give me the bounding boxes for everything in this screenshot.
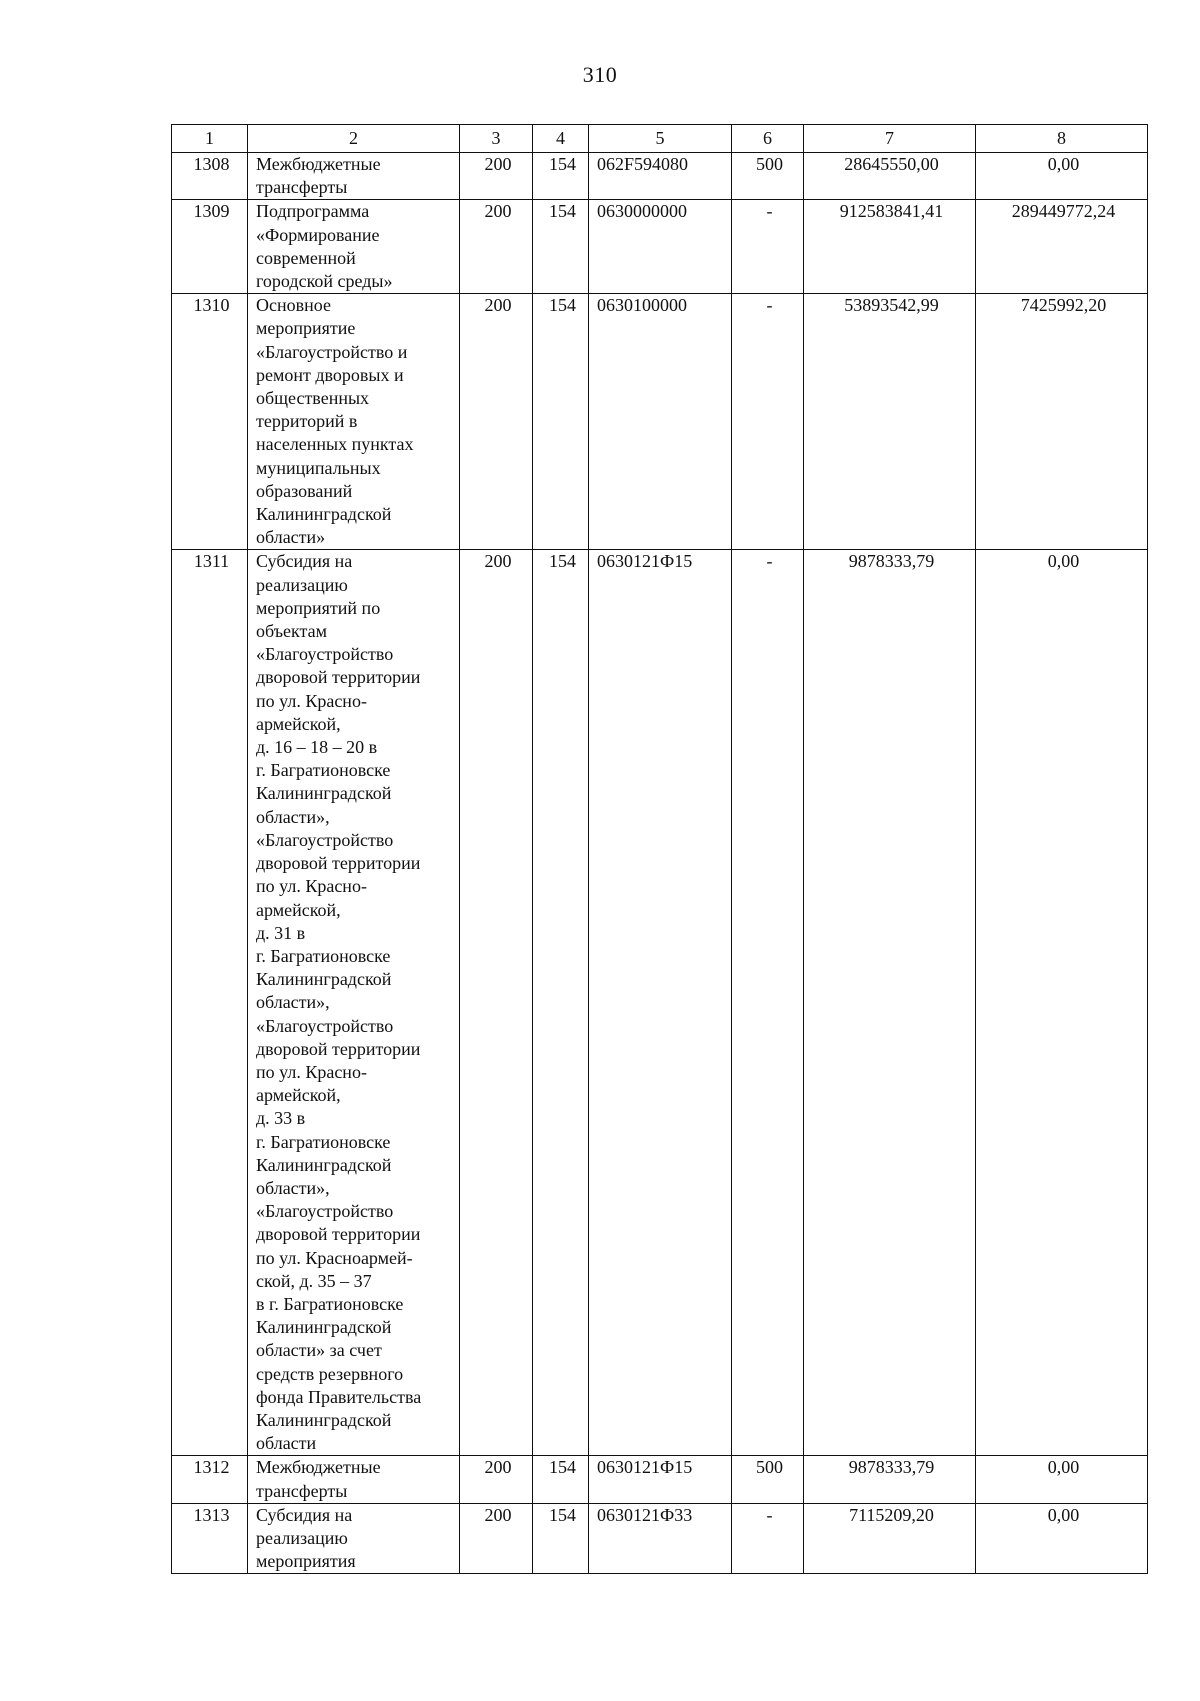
amount-cell [976, 200, 1148, 294]
item-name-cell [248, 1456, 460, 1503]
code-3-cell [460, 153, 533, 200]
code-3-cell [460, 200, 533, 294]
item-name-line: мероприятие [256, 318, 356, 339]
item-name-line: Калининградской [256, 1409, 392, 1430]
item-name-line: дворовой территории [256, 1038, 421, 1059]
expense-type-cell [732, 1456, 804, 1503]
target-code-cell-text: 062F594080 [597, 154, 689, 174]
item-name-line: г. Багратионовске [256, 945, 391, 966]
code-4-cell [533, 200, 589, 294]
row-number-cell [172, 1503, 248, 1574]
amount-cell-text: 9878333,79 [848, 1457, 935, 1478]
item-name-line: г. Багратионовске [256, 1131, 391, 1152]
item-name-line: по ул. Красно- [256, 690, 367, 711]
item-name-line: «Благоустройство [256, 1015, 394, 1036]
row-number-cell-text: 1313 [193, 1504, 230, 1525]
code-3-cell [460, 1503, 533, 1574]
table-row [172, 1503, 1148, 1574]
item-name-line: «Благоустройство и [256, 341, 408, 362]
target-code-cell [589, 294, 732, 550]
item-name-line: «Благоустройство [256, 644, 394, 665]
item-name-line: армейской, [256, 713, 341, 734]
code-3-cell [460, 550, 533, 1456]
item-name-line: муниципальных [256, 457, 381, 478]
item-name-line: дворовой территории [256, 667, 421, 688]
row-number-cell-text: 1310 [193, 295, 230, 316]
item-name-line: области», [256, 806, 330, 827]
amount-cell-text: 0,00 [1047, 1504, 1080, 1525]
item-name-line: Калининградской [256, 1317, 392, 1338]
expense-type-cell-text: - [766, 551, 773, 572]
item-name-line: по ул. Красно- [256, 876, 367, 897]
item-name-line: мероприятий по [256, 597, 381, 618]
target-code-cell-text: 0630121Ф33 [597, 1504, 693, 1525]
column-header: 4 [533, 125, 589, 153]
item-name-line: по ул. Красно- [256, 1061, 367, 1082]
item-name-line: фонда Правительства [256, 1386, 422, 1407]
code-4-cell-text: 154 [549, 295, 576, 316]
code-3-cell-text: 200 [484, 154, 512, 174]
code-4-cell [533, 294, 589, 550]
column-header: 2 [248, 125, 460, 153]
table-body [172, 153, 1148, 1574]
target-code-cell [589, 1456, 732, 1503]
item-name-line: реализацию [256, 574, 348, 595]
amount-cell-text: 7425992,20 [1020, 295, 1107, 316]
row-number-cell [172, 1456, 248, 1503]
amount-cell-text: 7115209,20 [849, 1504, 934, 1525]
item-name-cell [248, 200, 460, 294]
item-name-line: области» [256, 527, 326, 548]
row-number-cell-text: 1311 [193, 551, 230, 572]
item-name-line: «Благоустройство [256, 829, 394, 850]
item-name-line: общественных [256, 388, 370, 409]
item-name-line: Межбюджетные [256, 1457, 381, 1478]
amount-cell [804, 153, 976, 200]
item-name-line: г. Багратионовске [256, 760, 391, 781]
target-code-cell-text: 0630121Ф15 [597, 1457, 693, 1478]
amount-cell-text: 53893542,99 [844, 295, 939, 316]
item-name-line: армейской, [256, 1085, 341, 1106]
amount-cell [804, 294, 976, 550]
code-3-cell-text: 200 [484, 1457, 512, 1478]
code-3-cell-text: 200 [484, 551, 512, 572]
code-3-cell-text: 200 [484, 201, 512, 222]
item-name-line: по ул. Красноармей- [256, 1247, 413, 1268]
code-4-cell-text: 154 [549, 1457, 576, 1478]
row-number-cell [172, 200, 248, 294]
item-name-line: армейской, [256, 899, 341, 920]
target-code-cell [589, 550, 732, 1456]
item-name-line: населенных пунктах [256, 434, 414, 455]
item-name-line: Подпрограмма [256, 201, 370, 222]
item-name-line: д. 31 в [256, 922, 306, 943]
item-name-line: трансферты [256, 1480, 348, 1501]
amount-cell [976, 1456, 1148, 1503]
amount-cell-text: 289449772,24 [1011, 201, 1116, 222]
amount-cell-text: 28645550,00 [844, 154, 939, 174]
code-3-cell [460, 294, 533, 550]
expense-type-cell [732, 294, 804, 550]
item-name-line: области», [256, 1177, 330, 1198]
code-4-cell-text: 154 [549, 201, 576, 222]
item-name-line: мероприятия [256, 1551, 356, 1572]
item-name-line: области» за счет [256, 1340, 382, 1361]
item-name-line: территорий в [256, 411, 358, 432]
row-number-cell [172, 153, 248, 200]
target-code-cell [589, 153, 732, 200]
column-header: 5 [589, 125, 732, 153]
amount-cell-text: 0,00 [1047, 1457, 1080, 1478]
item-name-line: Субсидия на [256, 1504, 353, 1525]
amount-cell [976, 153, 1148, 200]
amount-cell [976, 294, 1148, 550]
item-name-line: Субсидия на [256, 551, 353, 572]
item-name-line: д. 33 в [256, 1108, 306, 1129]
budget-table [171, 124, 1148, 1574]
expense-type-cell [732, 1503, 804, 1574]
amount-cell-text: 0,00 [1047, 154, 1080, 174]
item-name-line: ской, д. 35 – 37 [256, 1270, 372, 1291]
item-name-line: Калининградской [256, 504, 392, 525]
expense-type-cell [732, 153, 804, 200]
column-header: 7 [804, 125, 976, 153]
item-name-line: средств резервного [256, 1363, 404, 1384]
code-4-cell-text: 154 [549, 551, 576, 572]
expense-type-cell [732, 550, 804, 1456]
item-name-line: городской среды» [256, 271, 393, 292]
table-row [172, 153, 1148, 200]
item-name-line: трансферты [256, 177, 348, 198]
item-name-line: Основное [256, 295, 331, 316]
expense-type-cell-text: 500 [756, 154, 783, 174]
expense-type-cell-text: - [766, 295, 773, 316]
amount-cell-text: 9878333,79 [848, 551, 935, 572]
amount-cell [976, 550, 1148, 1456]
code-4-cell [533, 550, 589, 1456]
row-number-cell [172, 294, 248, 550]
item-name-line: «Благоустройство [256, 1201, 394, 1222]
target-code-cell-text: 0630100000 [597, 295, 687, 316]
item-name-line: образований [256, 480, 353, 501]
row-number-cell-text: 1312 [193, 1457, 230, 1478]
column-header: 1 [172, 125, 248, 153]
target-code-cell-text: 0630000000 [597, 201, 687, 222]
item-name-line: реализацию [256, 1527, 348, 1548]
code-4-cell [533, 1456, 589, 1503]
amount-cell [804, 1503, 976, 1574]
item-name-line: современной [256, 247, 356, 268]
expense-type-cell [732, 200, 804, 294]
row-number-cell [172, 550, 248, 1456]
column-header: 6 [732, 125, 804, 153]
item-name-line: «Формирование [256, 224, 380, 245]
table-header-row [172, 125, 1148, 153]
item-name-line: объектам [256, 621, 327, 642]
column-header: 3 [460, 125, 533, 153]
item-name-cell [248, 153, 460, 200]
amount-cell [804, 1456, 976, 1503]
item-name-line: дворовой территории [256, 1224, 421, 1245]
table-row [172, 1456, 1148, 1503]
item-name-line: Калининградской [256, 969, 392, 990]
item-name-line: Межбюджетные [256, 154, 381, 174]
amount-cell [804, 200, 976, 294]
amount-cell [976, 1503, 1148, 1574]
item-name-cell [248, 1503, 460, 1574]
target-code-cell [589, 200, 732, 294]
expense-type-cell-text: 500 [756, 1457, 783, 1478]
item-name-cell [248, 550, 460, 1456]
code-4-cell-text: 154 [549, 154, 576, 174]
item-name-line: области», [256, 992, 330, 1013]
table-row [172, 294, 1148, 550]
item-name-line: в г. Багратионовске [256, 1293, 404, 1314]
row-number-cell-text: 1308 [193, 154, 230, 174]
code-3-cell-text: 200 [484, 1504, 512, 1525]
item-name-line: Калининградской [256, 783, 392, 804]
item-name-line: Калининградской [256, 1154, 392, 1175]
code-3-cell-text: 200 [484, 295, 512, 316]
expense-type-cell-text: - [766, 1504, 773, 1525]
table-row [172, 200, 1148, 294]
item-name-line: дворовой территории [256, 853, 421, 874]
item-name-line: д. 16 – 18 – 20 в [256, 737, 378, 758]
expense-type-cell-text: - [766, 201, 773, 222]
code-4-cell-text: 154 [549, 1504, 576, 1525]
item-name-line: области [256, 1433, 317, 1454]
target-code-cell [589, 1503, 732, 1574]
target-code-cell-text: 0630121Ф15 [597, 551, 693, 572]
table-row [172, 550, 1148, 1456]
amount-cell [804, 550, 976, 1456]
column-header: 8 [976, 125, 1148, 153]
code-3-cell [460, 1456, 533, 1503]
amount-cell-text: 912583841,41 [839, 201, 944, 222]
code-4-cell [533, 153, 589, 200]
amount-cell-text: 0,00 [1047, 551, 1080, 572]
row-number-cell-text: 1309 [193, 201, 230, 222]
item-name-line: ремонт дворовых и [256, 364, 404, 385]
page-number: 310 [582, 62, 618, 87]
code-4-cell [533, 1503, 589, 1574]
item-name-cell [248, 294, 460, 550]
